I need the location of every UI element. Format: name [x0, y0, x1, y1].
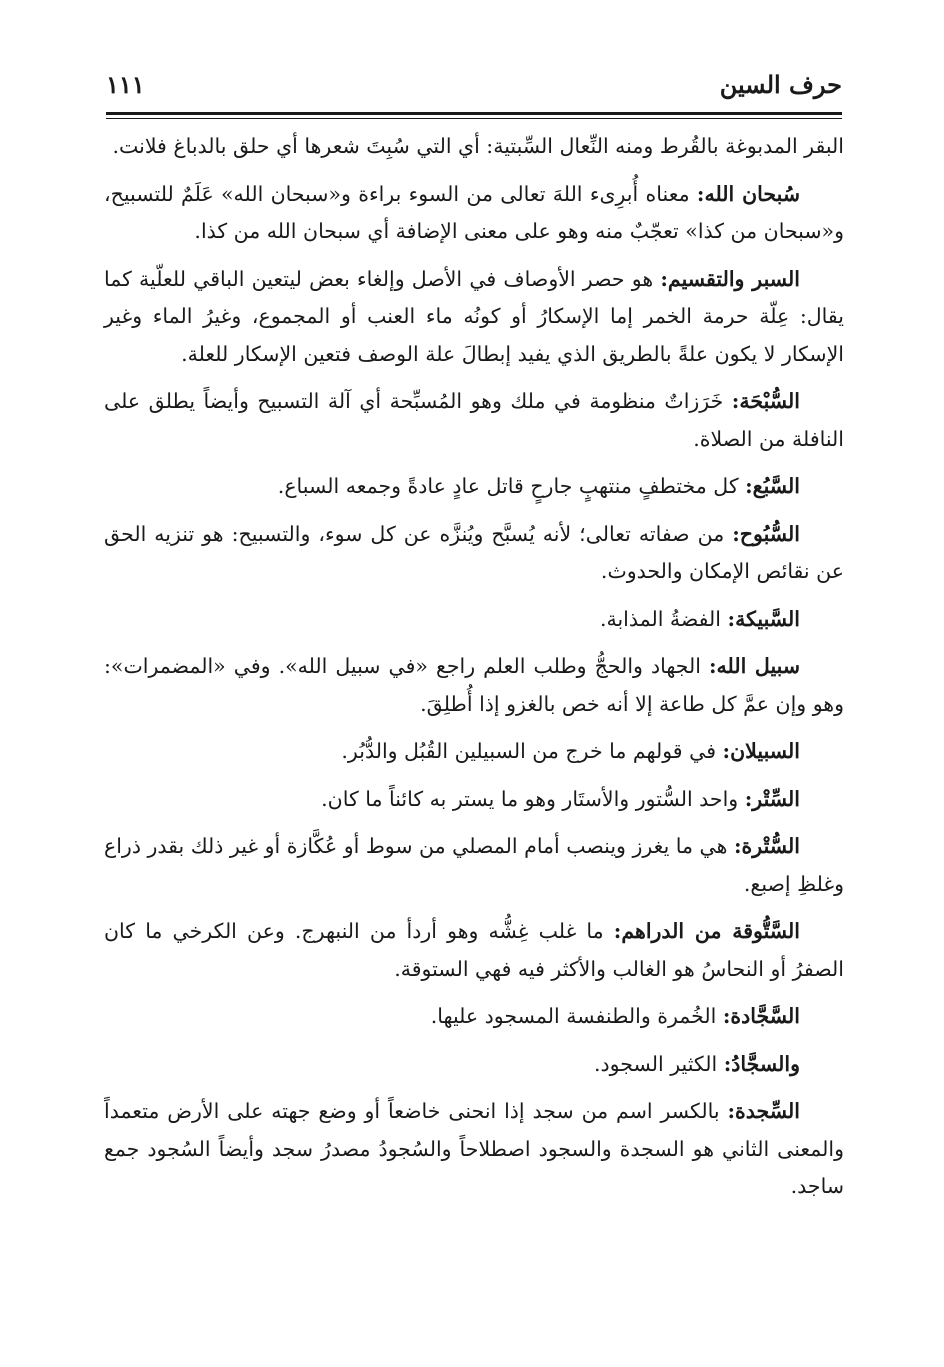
- entry-text: هي ما يغرز وينصب أمام المصلي من سوط أو عُكَّازة أو غير ذلك بقدر ذراع وغلظِ إصبع.: [104, 834, 844, 896]
- entry-term: السِّجدة:: [727, 1099, 800, 1123]
- entry-sijda: [104, 1093, 844, 1206]
- entry-text: هو حصر الأوصاف في الأصل وإلغاء بعض ليتعين الباقي للعلّية كما يقال: عِلّة حرمة الخمر إما الإسكارُ أو كونُه ماء العنب أو المجموع، وغيرُ الماء وغير الإسكار لا يكون علةً بالطريق الذي يفيد إبطالَ علة الوصف فتعين الإسكار للعلة.: [104, 266, 844, 366]
- entry-text: ما غلب غِشُّه وهو أردأ من النبهرج. وعن الكرخي ما كان الصفرُ أو النحاسُ هو الغالب والأكثر فيه فهي الستوقة.: [104, 919, 844, 981]
- entry-term: السُّبُوح:: [732, 521, 800, 546]
- entry-subbuh: [104, 516, 844, 591]
- entry-term: سُبحان الله:: [696, 181, 801, 206]
- entry-text: البقر المدبوغة بالقُرط ومنه النِّعال السِّبتية: أي التي سُبِتَ شعرها أي حلق بالدباغ فلانت.: [112, 134, 844, 158]
- entry-continuation: [104, 128, 844, 166]
- entry-text: كل مختطفٍ منتهبٍ جارحٍ قاتل عادٍ عادةً وجمعه السباع.: [277, 474, 746, 498]
- entry-text: الخُمرة والطنفسة المسجود عليها.: [430, 1004, 723, 1028]
- entry-term: سبيل الله:: [708, 654, 800, 678]
- entry-text: بالكسر اسم من سجد إذا انحنى خاضعاً أو وضع جهته على الأرض متعمداً والمعنى الثاني هو السجدة والسجود اصطلاحاً والسُجودُ مصدرُ سجد وأيضاً السُجود جمع ساجد.: [104, 1099, 844, 1198]
- entry-subhan-allah: [104, 176, 844, 251]
- entry-text: واحد السُّتور والأستَار وهو ما يستر به كائناً ما كان.: [321, 786, 745, 811]
- entry-term: السُّبْحَة:: [731, 389, 800, 413]
- chapter-title: حرف السين: [719, 70, 842, 99]
- entry-sajjada: [104, 998, 844, 1036]
- entry-term: السُّتْرة:: [733, 834, 800, 858]
- entry-text: الفضةُ المذابة.: [599, 606, 728, 631]
- entry-subha: [104, 383, 844, 458]
- entry-sabu: [104, 468, 844, 506]
- entry-text: الجهاد والحجُّ وطلب العلم راجع «في سبيل الله». وفي «المضمرات»: وهو وإن عمَّ كل طاعة إلا أنه خص بالغزو إذا أُطلِقَ.: [104, 654, 844, 716]
- header-rule-thick: [106, 112, 842, 115]
- entry-sabilan: [104, 733, 844, 771]
- entry-sitr: [104, 781, 844, 819]
- entry-text: خَرَزاتٌ منظومة في ملك وهو المُسبِّحة أي آلة التسبيح وأيضاً يطلق على النافلة من الصلاة.: [104, 389, 844, 451]
- page-number: ١١١: [106, 70, 145, 99]
- entry-text: في قولهم ما خرج من السبيلين القُبُل والدُّبُر.: [341, 739, 723, 763]
- entry-sabika: [104, 601, 844, 639]
- entry-sabr-taqsim: [104, 261, 844, 374]
- entry-sattuqa: [104, 913, 844, 988]
- running-header: [106, 66, 842, 106]
- entry-text: الكثير السجود.: [594, 1051, 724, 1076]
- entry-text: معناه أُبرِىء اللهَ تعالى من السوء براءة و«سبحان الله» عَلَمٌ للتسبيح، و«سبحان من كذا» تعجّبٌ منه وهو على معنى الإضافة أي سبحان الله من كذا.: [104, 181, 844, 243]
- entry-term: السَّبُع:: [745, 474, 800, 498]
- entry-sajjad: [104, 1046, 844, 1084]
- entry-term: السَّتُّوقة من الدراهم:: [613, 919, 800, 943]
- header-rule-thin: [106, 118, 842, 119]
- entry-sabil-allah: [104, 648, 844, 723]
- entry-text: من صفاته تعالى؛ لأنه يُسبَّح ويُنزَّه عن كل سوء، والتسبيح: هو تنزيه الحق عن نقائص الإمكان والحدوث.: [104, 521, 844, 583]
- entry-sutra: [104, 828, 844, 903]
- entry-term: والسجَّادُ:: [723, 1051, 800, 1076]
- entry-term: السبر والتقسيم:: [660, 266, 800, 291]
- entry-term: السَّبيكة:: [727, 606, 800, 631]
- entry-term: السبيلان:: [722, 739, 800, 763]
- entry-term: السِّتْر:: [744, 786, 800, 811]
- page-body: [104, 128, 844, 1216]
- entry-term: السَّجَّادة:: [722, 1004, 800, 1028]
